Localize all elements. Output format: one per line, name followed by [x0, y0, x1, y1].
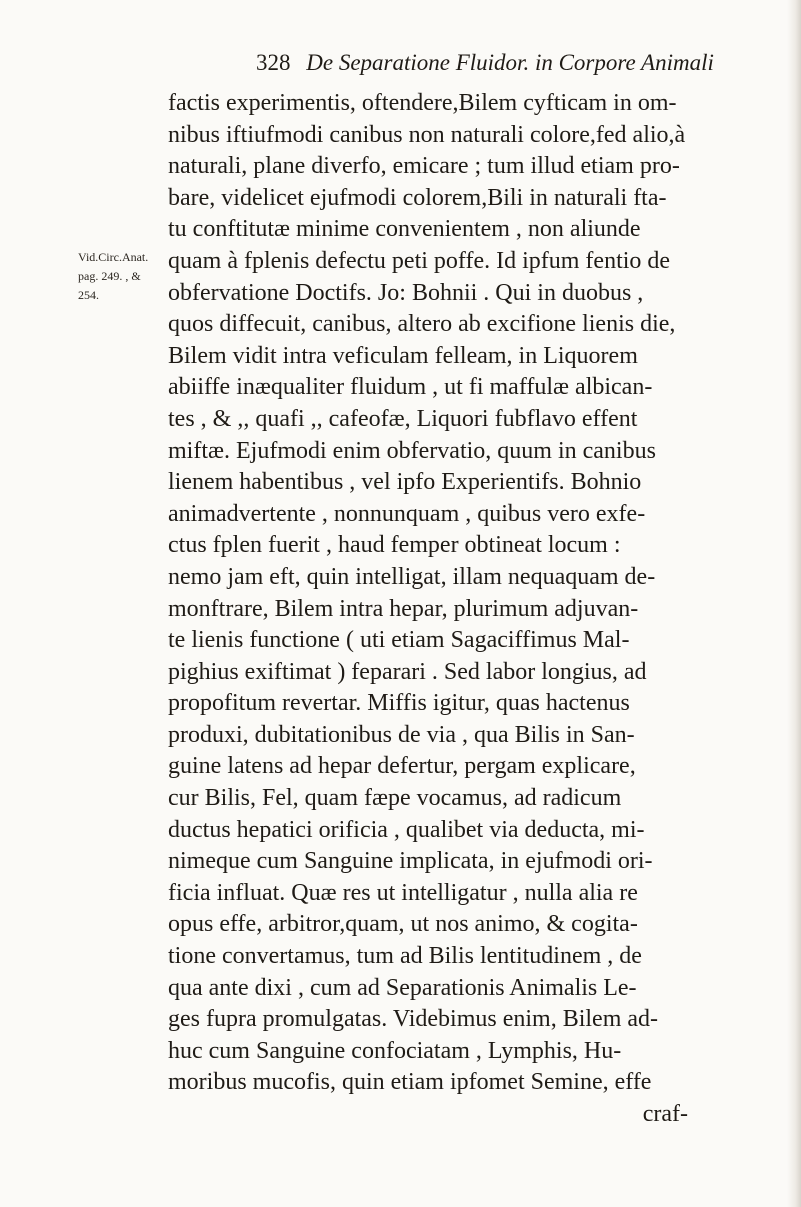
- text-line: bare, videlicet ejufmodi colorem,Bili in naturali fta-: [168, 184, 667, 211]
- text-line: te lienis functione ( uti etiam Sagaciffimus Mal-: [168, 627, 630, 654]
- body-text: [168, 88, 788, 1131]
- text-line: produxi, dubitationibus de via , qua Bilis in San-: [168, 721, 635, 748]
- text-line: moribus mucofis, quin etiam ipfomet Semine, effe: [168, 1069, 652, 1096]
- text-line: cur Bilis, Fel, quam fæpe vocamus, ad radicum: [168, 785, 622, 812]
- text-line: qua ante dixi , cum ad Separationis Animalis Le-: [168, 974, 637, 1001]
- text-line: ductus hepatici orificia , qualibet via deducta, mi-: [168, 816, 645, 843]
- text-line: propofitum revertar. Miffis igitur, quas hactenus: [168, 690, 630, 717]
- margin-note-line: 254.: [78, 288, 99, 302]
- text-line: lienem habentibus , vel ipfo Experientifs. Bohnio: [168, 469, 642, 496]
- text-line: guine latens ad hepar defertur, pergam explicare,: [168, 753, 636, 780]
- text-line: naturali, plane diverfo, emicare ; tum illud etiam pro-: [168, 153, 680, 180]
- text-line: nibus iftiufmodi canibus non naturali colore,fed alio,à: [168, 121, 686, 148]
- text-line: monftrare, Bilem intra hepar, plurimum adjuvan-: [168, 595, 639, 622]
- text-line: ficia influat. Quæ res ut intelligatur , nulla alia re: [168, 879, 638, 906]
- text-line: nemo jam eft, quin intelligat, illam nequaquam de-: [168, 563, 656, 590]
- text-line: obfervatione Doctifs. Jo: Bohnii . Qui in duobus ,: [168, 279, 644, 306]
- text-line: animadvertente , nonnunquam , quibus vero exfe-: [168, 500, 646, 527]
- text-line: tu conftitutæ minime convenientem , non aliunde: [168, 216, 641, 243]
- page-number: 328: [256, 50, 291, 75]
- text-line: quos diffecuit, canibus, altero ab excifione lienis die,: [168, 311, 676, 338]
- text-line: Bilem vidit intra veficulam felleam, in Liquorem: [168, 342, 638, 369]
- text-line: opus effe, arbitror,quam, ut nos animo, & cogita-: [168, 911, 638, 938]
- catchword: craf-: [642, 1101, 688, 1127]
- text-line: nimeque cum Sanguine implicata, in ejufmodi ori-: [168, 848, 653, 875]
- text-line: miftæ. Ejufmodi enim obfervatio, quum in canibus: [168, 437, 656, 464]
- text-line: ctus fplen fuerit , haud femper obtineat locum :: [168, 532, 621, 559]
- text-line: abiiffe inæqualiter fluidum , ut fi maffulæ albican-: [168, 374, 653, 401]
- margin-note: [78, 248, 162, 305]
- text-line: huc cum Sanguine confociatam , Lymphis, Hu-: [168, 1037, 622, 1064]
- text-line: ges fupra promulgatas. Videbimus enim, Bilem ad-: [168, 1006, 659, 1033]
- page-header: [256, 50, 756, 86]
- text-line: tes , & ,, quafi ,, cafeofæ, Liquori fubflavo effent: [168, 405, 638, 432]
- margin-note-line: pag. 249. , &: [78, 269, 141, 283]
- text-line: pighius exiftimat ) feparari . Sed labor longius, ad: [168, 658, 647, 685]
- running-title: De Separatione Fluidor. in Corpore Animali: [306, 50, 714, 75]
- text-line: tione convertamus, tum ad Bilis lentitudinem , de: [168, 943, 642, 970]
- page-edge-shadow: [787, 0, 801, 1207]
- margin-note-line: Vid.Circ.Anat.: [78, 250, 149, 264]
- text-line: quam à fplenis defectu peti poffe. Id ipfum fentio de: [168, 247, 671, 274]
- text-line: factis experimentis, oftendere,Bilem cyfticam in om-: [168, 90, 677, 116]
